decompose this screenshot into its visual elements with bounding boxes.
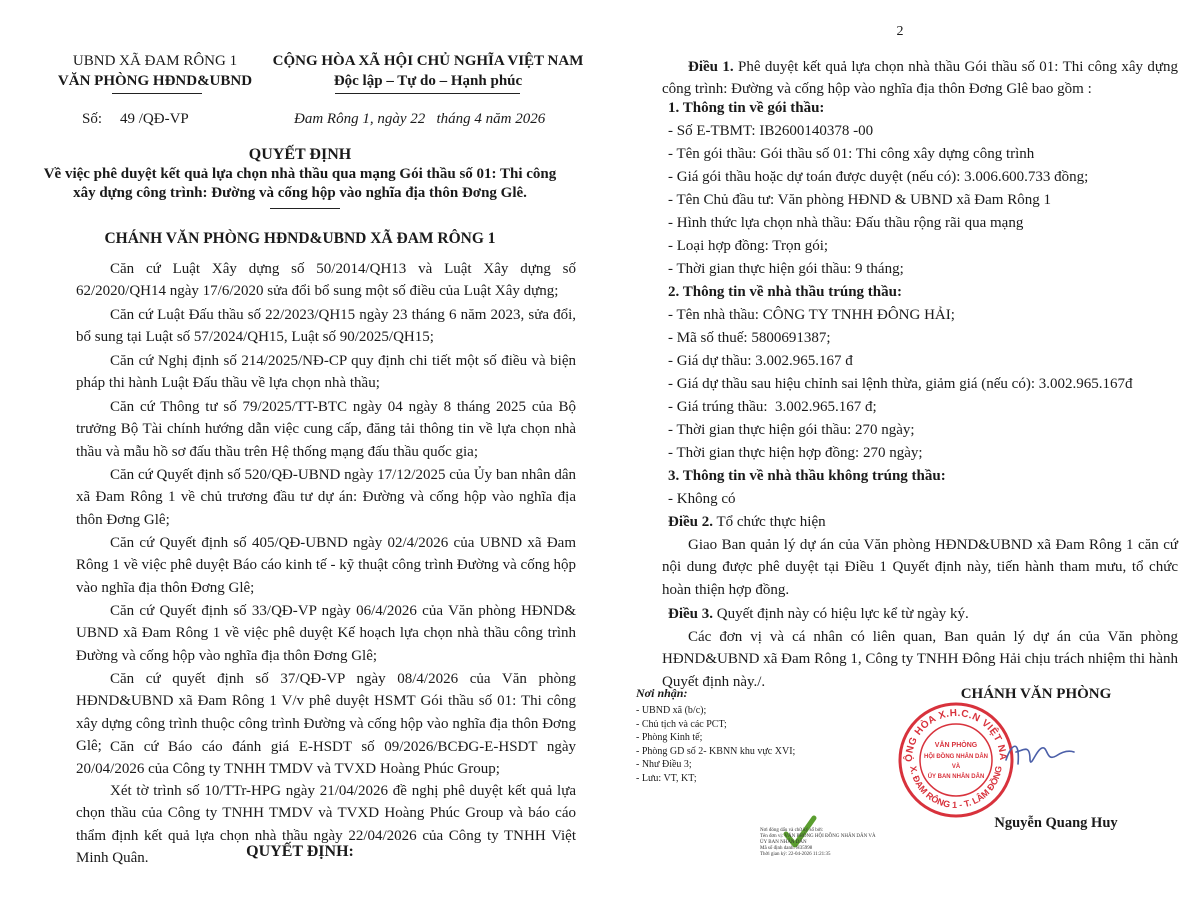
- sec3-item: - Không có: [668, 491, 736, 507]
- nation-motto: Độc lập – Tự do – Hạnh phúc: [333, 73, 523, 89]
- sec2-item: - Giá dự thầu sau hiệu chỉnh sai lệnh thừa, giảm giá (nếu có): 3.002.965.167đ: [668, 376, 1133, 392]
- decide-heading: QUYẾT ĐỊNH:: [246, 843, 354, 860]
- sec1-item: - Giá gói thầu hoặc dự toán được duyệt (nếu có): 3.006.600.733 đồng;: [668, 169, 1089, 185]
- sec1-item: - Loại hợp đồng: Trọn gói;: [668, 238, 829, 254]
- subject-line1: Về việc phê duyệt kết quả lựa chọn nhà thầu qua mạng Gói thầu số 01: Thi công: [43, 166, 557, 182]
- article2-heading: [668, 511, 826, 533]
- handwritten-signature: [1000, 730, 1080, 780]
- basis-4: Căn cứ Thông tư số 79/2025/TT-BTC ngày 04 ngày 8 tháng 2025 của Bộ trưởng Bộ Tài chính hướng dẫn việc cung cấp, đăng tải thông tin về lựa chọn nhà thầu và mẫu hồ sơ đấu thầu trên Hệ thống mạng đấu thầu quốc gia;: [76, 399, 576, 460]
- recipients-list: [636, 704, 795, 785]
- stamp-inner-line: VĂN PHÒNG: [934, 742, 978, 749]
- nation-line1: CỘNG HÒA XÃ HỘI CHỦ NGHĨA VIỆT NAM: [272, 53, 584, 69]
- doc-date: Đam Rông 1, ngày 22 tháng 4 năm 2026: [294, 111, 546, 127]
- article2-label: Điều 2.: [668, 514, 713, 530]
- sec2-item: - Thời gian thực hiện gói thầu: 270 ngày;: [668, 422, 915, 438]
- basis-6: Căn cứ Quyết định số 405/QĐ-UBND ngày 02/4/2026 của UBND xã Đam Rông 1 về việc phê duyệt Báo cáo kinh tế - kỹ thuật công trình Đường và cống hộp vào nghĩa địa thôn Đơng Glê;: [76, 535, 576, 596]
- decision-title: QUYẾT ĐỊNH: [248, 146, 352, 163]
- doc-number: 49 /QĐ-VP: [120, 111, 189, 127]
- signature-scribble-icon: [1000, 730, 1080, 780]
- signer-name: Nguyễn Quang Huy: [994, 815, 1118, 831]
- page-2: [600, 0, 1200, 912]
- motto-underline: [335, 93, 520, 94]
- recipients-title: Nơi nhận:: [636, 686, 688, 700]
- digital-sig-line: Thời gian ký: 22-04-2026 11:21:35: [760, 852, 831, 857]
- recipient-item: - Chủ tịch và các PCT;: [636, 718, 727, 730]
- stamp-inner-line: ỦY BAN NHÂN DÂN: [927, 774, 985, 780]
- basis-10: Xét tờ trình số 10/TTr-HPG ngày 21/04/2026 đề nghị phê duyệt kết quả lựa chọn thầu của Công ty TNHH TMDV và TVXD Hoàng Phúc Group và báo cáo thẩm định kết quả lựa chọn nhà thầu ngày 22/04/2026 của Công ty TNHH Việt Minh Quân.: [76, 783, 576, 866]
- sec2-item: - Giá trúng thầu: 3.002.965.167 đ;: [668, 399, 877, 415]
- recipient-item: - Phòng GD số 2- KBNN khu vực XVI;: [636, 745, 796, 757]
- signer-title: CHÁNH VĂN PHÒNG: [960, 686, 1112, 702]
- stamp-bottom-text: X. ĐAM RÔNG 1 - T. LÂM ĐỒNG: [908, 765, 1004, 811]
- digital-sig-line: ỦY BAN NHÂN DÂN: [760, 840, 807, 845]
- recipient-item: - Phòng Kinh tế;: [636, 732, 703, 743]
- basis-2: Căn cứ Luật Đấu thầu số 22/2023/QH15 ngày 23 tháng 6 năm 2023, sửa đổi, bổ sung tại Luật số 57/2024/QH15, Luật số 90/2025/QH15;: [76, 307, 576, 346]
- article1-text: Phê duyệt kết quả lựa chọn nhà thầu Gói thầu số 01: Thi công xây dựng công trình: Đường và cống hộp vào nghĩa địa thôn Đơng Glê bao gồm :: [662, 59, 1178, 98]
- article1-label: Điều 1.: [688, 59, 734, 75]
- doc-number-label: Số:: [82, 111, 103, 127]
- sec3-title: 3. Thông tin về nhà thầu không trúng thầu:: [668, 468, 946, 484]
- sec2-item: - Tên nhà thầu: CÔNG TY TNHH ĐÔNG HẢI;: [668, 307, 955, 323]
- recipient-item: - UBND xã (b/c);: [636, 705, 707, 716]
- sec2-item: - Giá dự thầu: 3.002.965.167 đ: [668, 353, 853, 369]
- digital-sig-line: Tên đơn vị: VĂN PHÒNG HỘI ĐỒNG NHÂN DÂN VÀ: [760, 834, 876, 839]
- stamp-seal-icon: [896, 700, 1016, 820]
- article3-heading: [668, 603, 969, 625]
- article3-label: Điều 3.: [668, 606, 713, 622]
- org-underline: [112, 93, 202, 94]
- basis-7: Căn cứ Quyết định số 33/QĐ-VP ngày 06/4/2026 của Văn phòng HĐND& UBND xã Đam Rông 1 về việc phê duyệt Kế hoạch lựa chọn nhà thầu công trình Đường và cống hộp vào nghĩa địa thôn Đơng Glê;: [76, 603, 576, 664]
- article1-intro: [662, 56, 1178, 101]
- basis-1: Căn cứ Luật Xây dựng số 50/2014/QH13 và Luật Xây dựng số 62/2020/QH14 ngày 17/6/2020 sửa đổi bổ sung một số điều của Luật Xây dựng;: [76, 261, 576, 300]
- article2-text: Tổ chức thực hiện: [713, 514, 826, 530]
- article3-body: Các đơn vị và cá nhân có liên quan, Ban quản lý dự án của Văn phòng HĐND&UBND xã Đam Rông 1, Công ty TNHH Đông Hải chịu trách nhiệm thi hành Quyết định này./.: [662, 629, 1178, 690]
- authority-heading: CHÁNH VĂN PHÒNG HĐND&UBND XÃ ĐAM RÔNG 1: [104, 230, 496, 247]
- basis-3: Căn cứ Nghị định số 214/2025/NĐ-CP quy định chi tiết một số điều và biện pháp thi hành Luật Đấu thầu về lựa chọn nhà thầu;: [76, 353, 576, 392]
- subject-underline: [270, 208, 340, 209]
- article2-body: Giao Ban quản lý dự án của Văn phòng HĐND&UBND xã Đam Rông 1 căn cứ nội dung được phê duyệt tại Điều 1 Quyết định này, tiến hành tham mưu, tổ chức hoàn thiện hợp đồng.: [662, 537, 1178, 598]
- basis-9: Căn cứ Báo cáo đánh giá E-HSDT số 09/2026/BCĐG-E-HSDT ngày 20/04/2026 của Công ty TNHH TMDV và TVXD Hoàng Phúc Group;: [76, 739, 576, 778]
- recipient-item: - Như Điều 3;: [636, 759, 692, 770]
- page-number: 2: [896, 24, 904, 39]
- digital-signature-info: [760, 828, 876, 858]
- sec1-item: - Thời gian thực hiện gói thầu: 9 tháng;: [668, 261, 904, 277]
- official-stamp: [896, 700, 1016, 820]
- subject-line2: xây dựng công trình: Đường và cống hộp vào nghĩa địa thôn Đơng Glê.: [73, 185, 527, 201]
- stamp-inner-line: HỘI ĐỒNG NHÂN DÂN: [924, 754, 988, 760]
- sec2-title: 2. Thông tin về nhà thầu trúng thầu:: [668, 284, 902, 300]
- sec1-item: - Tên Chủ đầu tư: Văn phòng HĐND & UBND xã Đam Rông 1: [668, 192, 1051, 208]
- sec1-item: - Hình thức lựa chọn nhà thầu: Đấu thầu rộng rãi qua mạng: [668, 215, 1024, 231]
- digital-sig-line: Mã số định danh: H35998: [760, 846, 813, 851]
- stamp-inner-line: VÀ: [951, 764, 961, 770]
- org-line1: UBND XÃ ĐAM RÔNG 1: [72, 53, 238, 69]
- sec1-item: - Tên gói thầu: Gói thầu số 01: Thi công xây dựng công trình: [668, 146, 1035, 162]
- sec2-item: - Mã số thuế: 5800691387;: [668, 330, 831, 346]
- sec2-item: - Thời gian thực hiện hợp đồng: 270 ngày;: [668, 445, 923, 461]
- basis-8: Căn cứ quyết định số 37/QĐ-VP ngày 08/4/2026 của Văn phòng HĐND&UBND xã Đam Rông 1 V/v phê duyệt HSMT Gói thầu số 01: Thi công xây dựng công trình thuộc công trình Đường và cống hộp vào nghĩa địa thôn Đơng Glê;: [76, 671, 576, 754]
- recipient-item: - Lưu: VT, KT;: [636, 772, 697, 784]
- article3-text: Quyết định này có hiệu lực kể từ ngày ký.: [713, 606, 969, 622]
- basis-5: Căn cứ Quyết định số 520/QĐ-UBND ngày 17/12/2025 của Ủy ban nhân dân xã Đam Rông 1 về chủ trương đầu tư dự án: Đường và cống hộp vào nghĩa địa thôn Đơng Glê;: [76, 467, 576, 528]
- digital-sig-line: Nơi đóng dấu và chữ ký số bởi:: [760, 828, 824, 833]
- org-line2: VĂN PHÒNG HĐND&UBND: [57, 73, 253, 89]
- stamp-outer-text: ỘNG HÒA X.H.C.N VIỆT NA: [903, 707, 1009, 763]
- sec1-title: 1. Thông tin về gói thầu:: [668, 100, 825, 116]
- sec1-item: - Số E-TBMT: IB2600140378 -00: [668, 123, 874, 139]
